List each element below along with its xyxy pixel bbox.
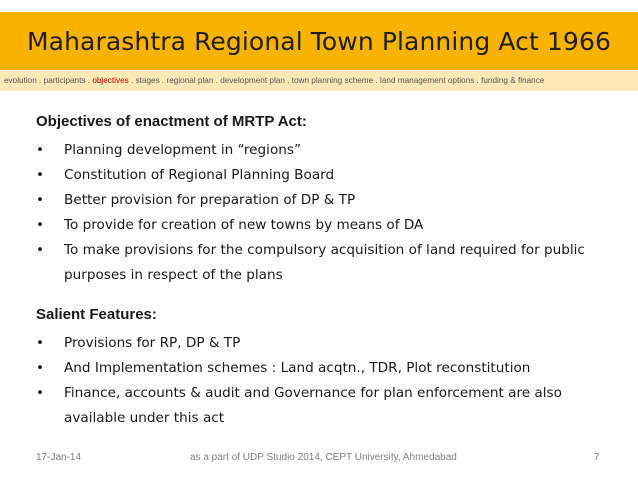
objective-text: Constitution of Regional Planning Board — [64, 167, 335, 183]
breadcrumb-item-funding-finance[interactable]: funding & finance — [481, 76, 545, 85]
bullet-marker: • — [36, 335, 45, 351]
breadcrumb-separator: . — [128, 76, 136, 85]
objectives-heading: Objectives of enactment of MRTP Act: — [36, 113, 307, 130]
breadcrumb-separator: . — [159, 76, 167, 85]
breadcrumb-item-objectives[interactable]: objectives — [92, 76, 129, 85]
page-number: 7 — [594, 452, 600, 463]
breadcrumb-item-stages[interactable]: stages — [135, 76, 160, 85]
features-heading: Salient Features: — [36, 306, 157, 323]
bullet-marker: • — [36, 142, 45, 158]
objective-text: Better provision for preparation of DP & TP — [64, 192, 356, 208]
footer-credit: as a part of UDP Studio 2014, CEPT University, Ahmedabad — [190, 452, 457, 463]
objective-text: To make provisions for the compulsory acquisition of land required for public purposes in respect of the plans — [64, 242, 585, 283]
breadcrumb-item-town-planning-scheme[interactable]: town planning scheme — [291, 76, 374, 85]
bullet-marker: • — [36, 242, 45, 258]
feature-text: Provisions for RP, DP & TP — [64, 335, 241, 351]
slide-title: Maharashtra Regional Town Planning Act 1966 — [27, 26, 611, 56]
breadcrumb-item-participants[interactable]: participants — [43, 76, 86, 85]
breadcrumb-item-development-plan[interactable]: development plan — [220, 76, 285, 85]
breadcrumb — [0, 71, 638, 91]
objective-text: Planning development in “regions” — [64, 142, 302, 158]
feature-text: Finance, accounts & audit and Governance for plan enforcement are also available under this act — [64, 385, 562, 426]
bullet-marker: • — [36, 385, 45, 401]
bullet-marker: • — [36, 217, 45, 233]
breadcrumb-separator: . — [284, 76, 292, 85]
title-band — [0, 12, 638, 70]
breadcrumb-separator: . — [36, 76, 44, 85]
breadcrumb-item-evolution[interactable]: evolution — [4, 76, 37, 85]
breadcrumb-separator: . — [213, 76, 221, 85]
breadcrumb-item-regional-plan[interactable]: regional plan — [166, 76, 214, 85]
feature-text: And Implementation schemes : Land acqtn., TDR, Plot reconstitution — [64, 360, 531, 376]
breadcrumb-item-land-management-options[interactable]: land management options — [380, 76, 475, 85]
objective-text: To provide for creation of new towns by means of DA — [64, 217, 424, 233]
bullet-marker: • — [36, 167, 45, 183]
breadcrumb-separator: . — [85, 76, 93, 85]
breadcrumb-separator: . — [474, 76, 482, 85]
bullet-marker: • — [36, 360, 45, 376]
footer-date: 17-Jan-14 — [36, 452, 82, 463]
bullet-marker: • — [36, 192, 45, 208]
breadcrumb-separator: . — [373, 76, 381, 85]
